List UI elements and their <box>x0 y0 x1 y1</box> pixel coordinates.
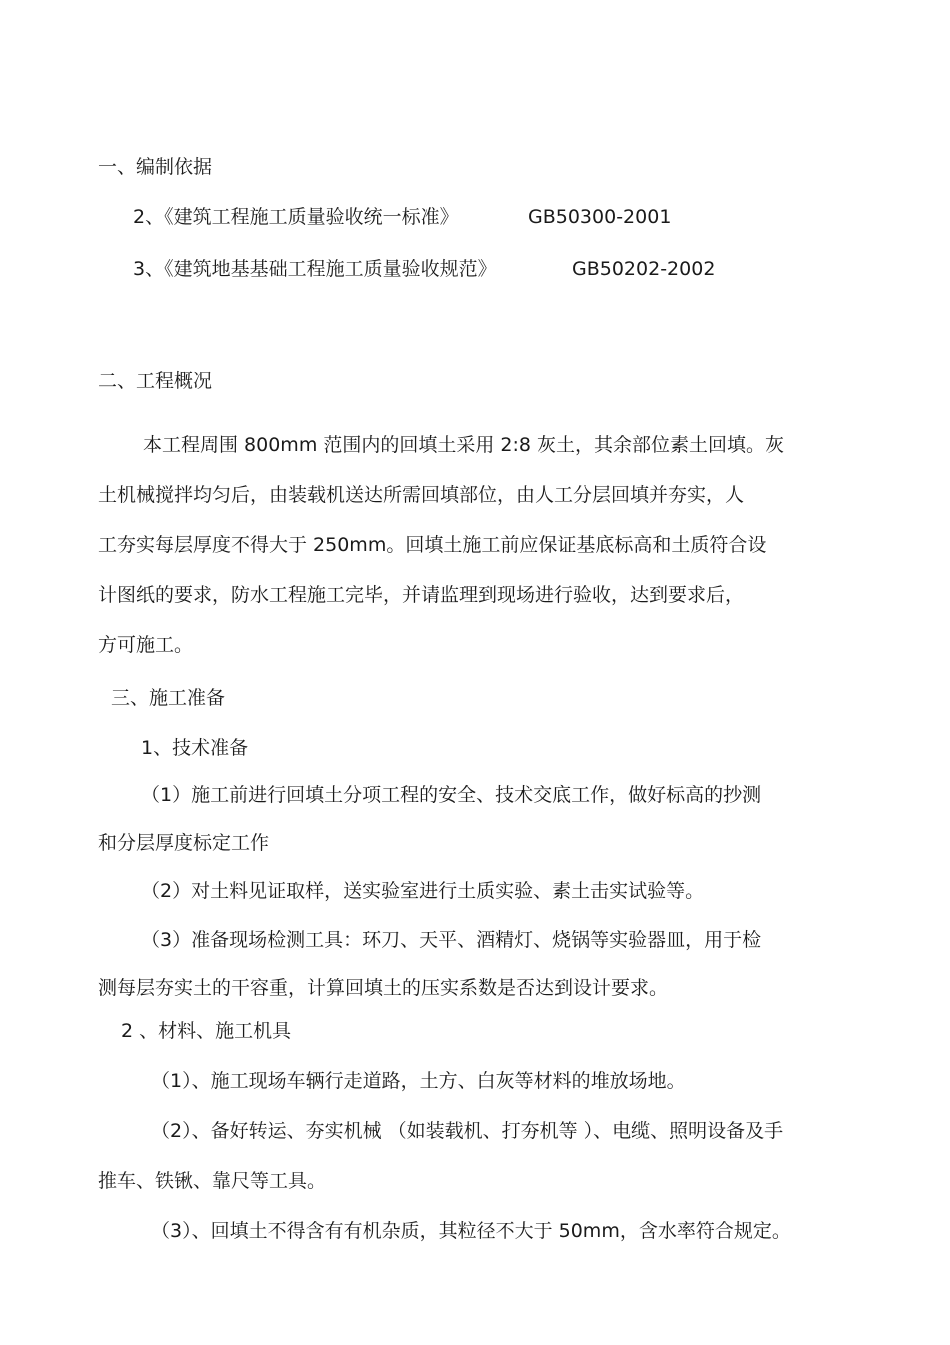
overview-line-2: 土机械搅拌均匀后，由装载机送达所需回填部位，由人工分层回填并夯实，人 <box>98 484 745 506</box>
reference-2-title: 2、《建筑工程施工质量验收统一标准》 <box>133 206 459 228</box>
materials-item-3: （3）、回填土不得含有有机杂质，其粒径不大于 50mm，含水率符合规定。 <box>151 1220 791 1242</box>
section-3-heading: 三、施工准备 <box>111 687 226 709</box>
reference-3-title: 3、《建筑地基基础工程施工质量验收规范》 <box>133 258 497 280</box>
tech-item-1-line-2: 和分层厚度标定工作 <box>98 832 270 854</box>
subsection-materials-machinery: 2 、材料、施工机具 <box>121 1020 292 1042</box>
subsection-technical-prep: 1、技术准备 <box>141 737 249 759</box>
tech-item-1-line-1: （1）施工前进行回填土分项工程的安全、技术交底工作，做好标高的抄测 <box>141 784 762 806</box>
materials-item-1: （1）、施工现场车辆行走道路，土方、白灰等材料的堆放场地。 <box>151 1070 686 1092</box>
reference-3-code: GB50202-2002 <box>572 258 716 280</box>
reference-2-code: GB50300-2001 <box>528 206 672 228</box>
overview-line-3: 工夯实每层厚度不得大于 250mm。回填土施工前应保证基底标高和土质符合设 <box>98 534 767 556</box>
overview-line-5: 方可施工。 <box>98 634 194 656</box>
section-2-heading: 二、工程概况 <box>98 370 213 392</box>
overview-line-1: 本工程周围 800mm 范围内的回填土采用 2:8 灰土，其余部位素土回填。灰 <box>143 434 785 456</box>
materials-item-2-line-2: 推车、铁锹、靠尺等工具。 <box>98 1170 327 1192</box>
section-1-heading: 一、编制依据 <box>98 156 213 178</box>
tech-item-2: （2）对土料见证取样，送实验室进行土质实验、素土击实试验等。 <box>141 880 705 902</box>
tech-item-3-line-2: 测每层夯实土的干容重，计算回填土的压实系数是否达到设计要求。 <box>98 977 669 999</box>
materials-item-2-line-1: （2）、备好转运、夯实机械 （如装载机、打夯机等 ）、电缆、照明设备及手 <box>151 1120 784 1142</box>
tech-item-3-line-1: （3）准备现场检测工具：环刀、天平、酒精灯、烧锅等实验器皿，用于检 <box>141 929 762 951</box>
overview-line-4: 计图纸的要求，防水工程施工完毕，并请监理到现场进行验收，达到要求后， <box>98 584 745 606</box>
